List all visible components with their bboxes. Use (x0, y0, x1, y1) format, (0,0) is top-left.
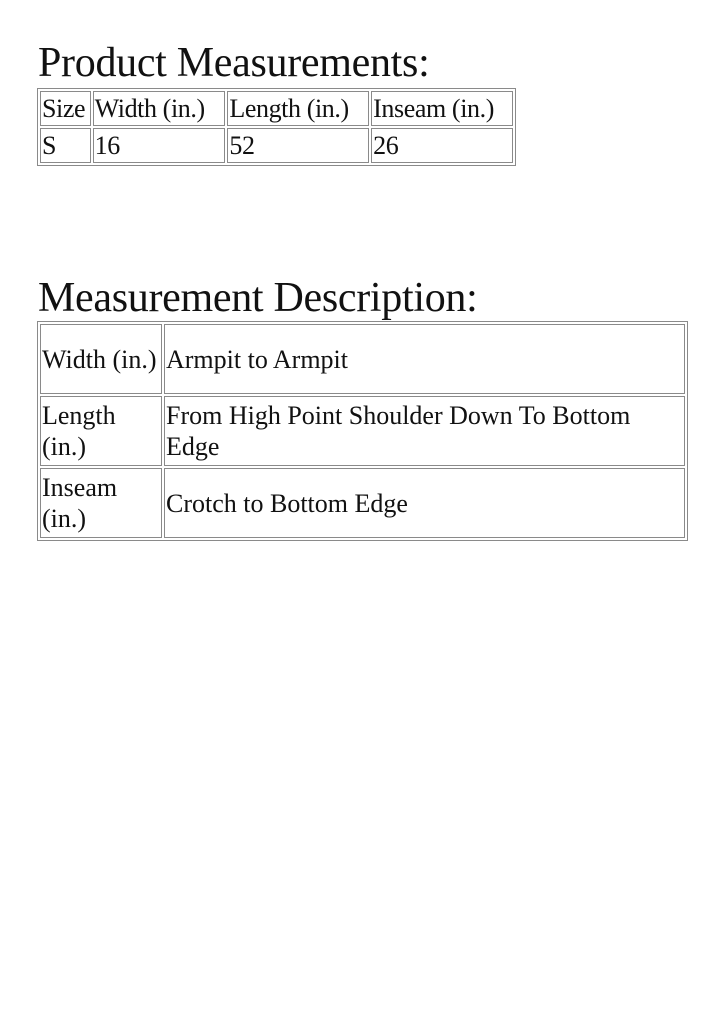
description-text: From High Point Shoulder Down To Bottom Edge (164, 396, 685, 466)
column-header-size: Size (40, 91, 91, 126)
measurement-description-heading: Measurement Description: (38, 275, 478, 321)
table-row (40, 128, 513, 163)
description-term: Inseam (in.) (40, 468, 162, 538)
description-term: Width (in.) (40, 324, 162, 394)
cell-size: S (40, 128, 91, 163)
description-text: Crotch to Bottom Edge (164, 468, 685, 538)
description-text: Armpit to Armpit (164, 324, 685, 394)
cell-inseam: 26 (371, 128, 513, 163)
column-header-length: Length (in.) (227, 91, 369, 126)
column-header-inseam: Inseam (in.) (371, 91, 513, 126)
table-row (40, 468, 685, 538)
measurements-table (37, 88, 516, 166)
column-header-width: Width (in.) (93, 91, 226, 126)
description-term: Length (in.) (40, 396, 162, 466)
cell-length: 52 (227, 128, 369, 163)
measurements-header-row (40, 91, 513, 126)
description-table (37, 321, 688, 541)
table-row (40, 396, 685, 466)
table-row (40, 324, 685, 394)
cell-width: 16 (93, 128, 226, 163)
product-measurements-heading: Product Measurements: (38, 40, 430, 86)
